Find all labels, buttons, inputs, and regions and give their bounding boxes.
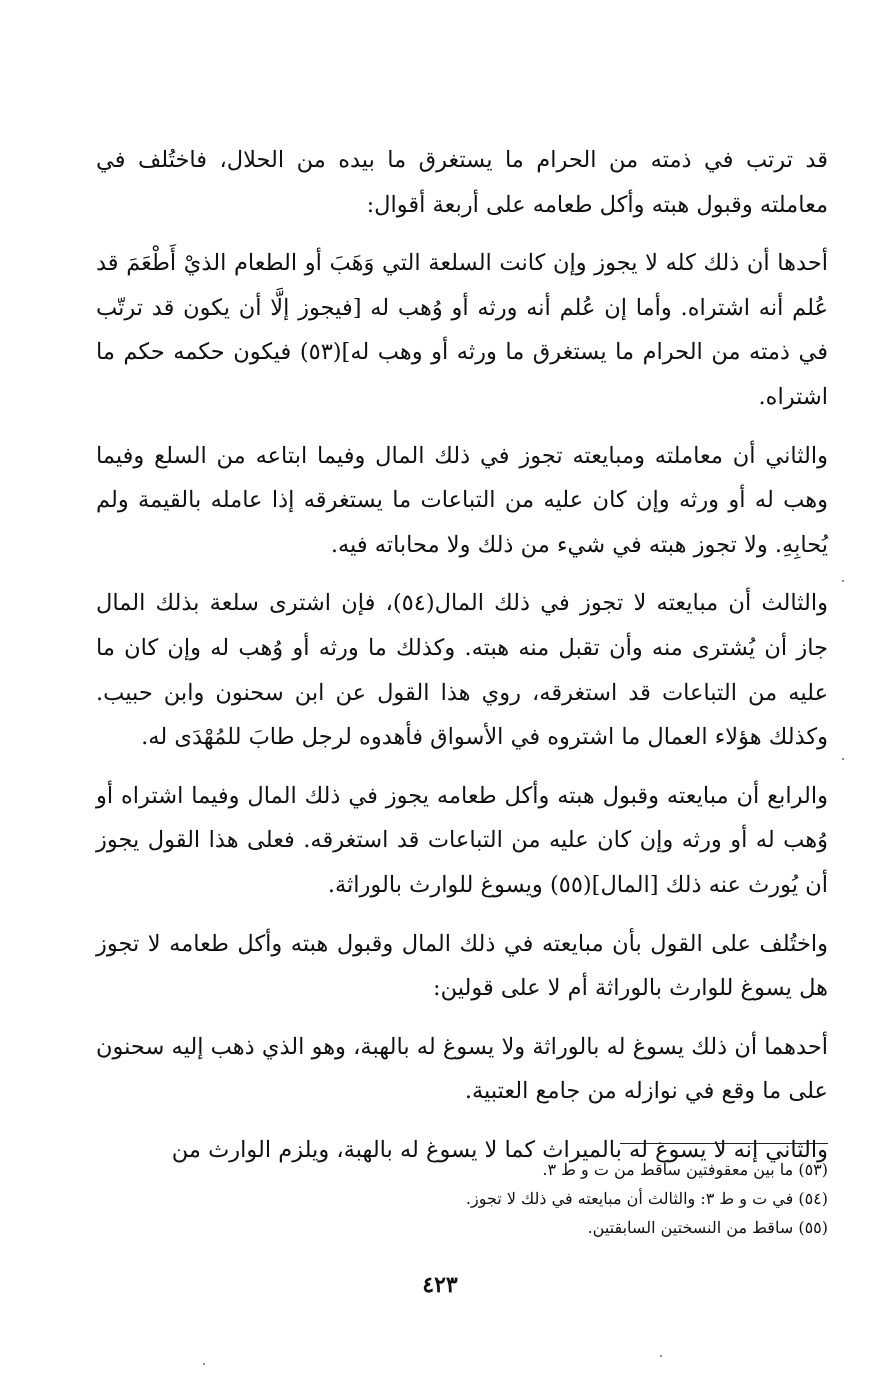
paragraph-3: والثاني أن معاملته ومبايعته تجوز في ذلك المال وفيما ابتاعه من السلع وفيما وهب له أو ورثه وإن كان عليه من التباعات ما يستغرقه إذا عامله بالقيمة ولم يُحابِهِ. ولا تجوز هبته في شيء من ذلك ولا محاباته فيه.	[96, 442, 828, 558]
footnote-55: (٥٥) ساقط من النسختين السابقتين.	[587, 1218, 828, 1237]
footnotes	[380, 1155, 828, 1242]
paragraph-7: أحدهما أن ذلك يسوغ له بالوراثة ولا يسوغ له بالهبة، وهو الذي ذهب إليه سحنون على ما وقع في نوازله من جامع العتبية.	[96, 1033, 828, 1105]
footnote-54: (٥٤) في ت و ط ٣: والثالث أن مبايعته في ذلك لا تجوز.	[465, 1189, 828, 1208]
scan-speck	[842, 758, 844, 760]
paragraph-4: والثالث أن مبايعته لا تجوز في ذلك المال(٥٤)، فإن اشترى سلعة بذلك المال جاز أن يُشترى منه وأن تقبل منه هبته. وكذلك ما ورثه أو وُهب له وإن كان ما عليه من التباعات قد استغرقه، روي هذا القول عن ابن سحنون وابن حبيب. وكذلك هؤلاء العمال ما اشتروه في الأسواق فأهدوه لرجل طابَ للمُهْدَى له.	[96, 590, 829, 751]
paragraph-2: أحدها أن ذلك كله لا يجوز وإن كانت السلعة التي وَهَبَ أو الطعام الذيْ أَطْعَمَ قد عُلم أنه اشتراه. وأما إن عُلم أنه ورثه أو وُهب له [فيجوز إلَّا أن يكون قد ترتّب في ذمته من الحرام ما يستغرق ما ورثه أو وهب له](٥٣) فيكون حكمه حكم ما اشتراه.	[96, 250, 828, 410]
main-text	[96, 138, 828, 1186]
page-number: ٤٢٣	[422, 1272, 458, 1298]
paragraph-1: قد ترتب في ذمته من الحرام ما يستغرق ما بيده من الحلال، فاختُلف في معاملته وقبول هبته وأكل طعامه على أربعة أقوال:	[96, 147, 828, 218]
scan-speck	[203, 1363, 205, 1365]
paragraph-8: والثاني إنه لا يسوغ له بالميراث كما لا يسوغ له بالهبة، ويلزم الوارث من	[171, 1136, 828, 1163]
scan-speck	[660, 1355, 662, 1357]
footnote-53: (٥٣) ما بين معقوفتين ساقط من ت و ط ٣.	[542, 1160, 828, 1179]
scan-speck	[842, 580, 844, 582]
footnote-separator	[620, 1143, 828, 1144]
paragraph-5: والرابع أن مبايعته وقبول هبته وأكل طعامه يجوز في ذلك المال وفيما اشتراه أو وُهب له أو ورثه وإن كان عليه من التباعات قد استغرقه. فعلى هذا القول يجوز أن يُورث عنه ذلك [المال](٥٥) ويسوغ للوارث بالوراثة.	[96, 782, 828, 898]
paragraph-6: واختُلف على القول بأن مبايعته في ذلك المال وقبول هبته وأكل طعامه لا تجوز هل يسوغ للوارث بالوراثة أم لا على قولين:	[96, 930, 828, 1002]
